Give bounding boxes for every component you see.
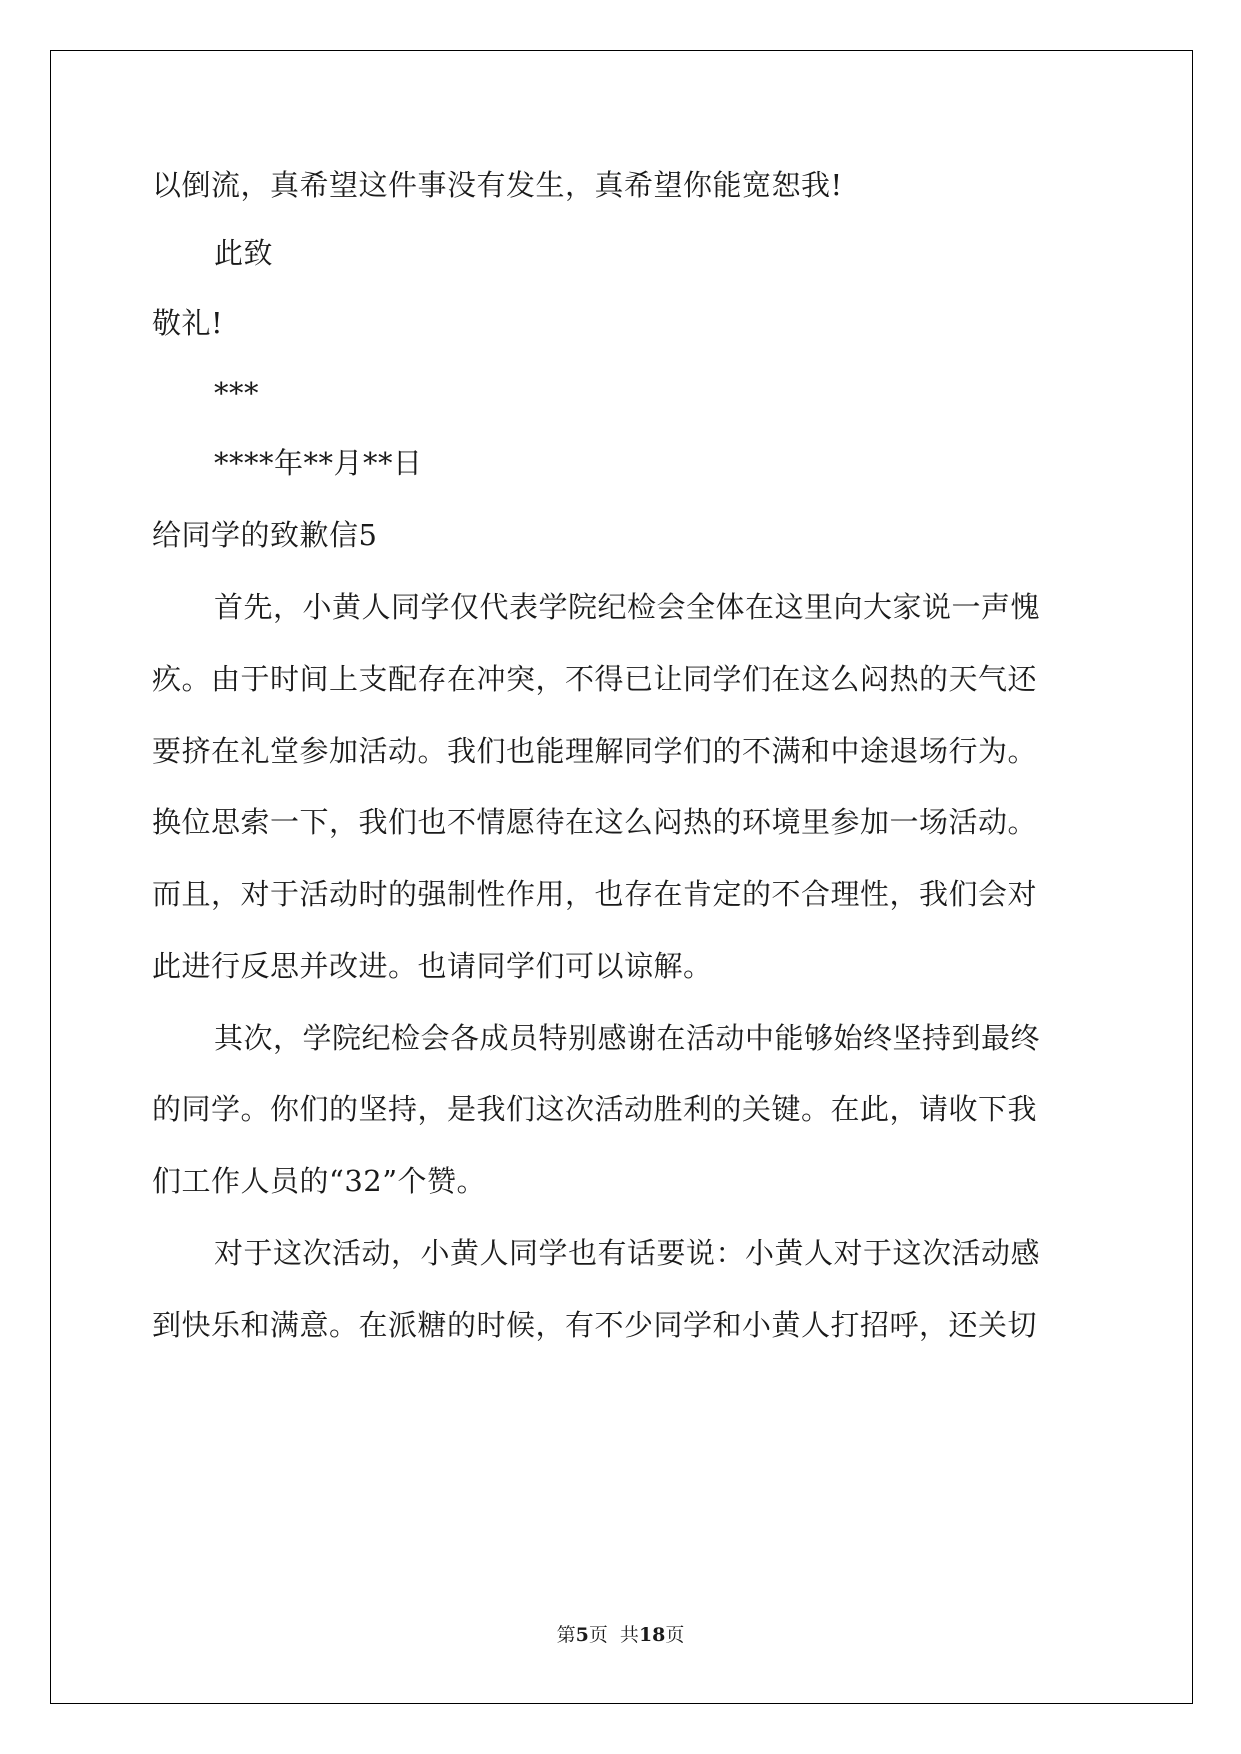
paragraph-line: 对于这次活动，小黄人同学也有话要说：小黄人对于这次活动感	[214, 1236, 1041, 1270]
closing-salutation: 此致	[214, 236, 274, 270]
footer-prefix: 第	[556, 1624, 576, 1646]
footer-total-pages: 18	[638, 1624, 666, 1646]
paragraph-line: 疚。由于时间上支配存在冲突，不得已让同学们在这么闷热的天气还	[152, 662, 1038, 696]
page-footer	[0, 1622, 1241, 1648]
paragraph-line: 的同学。你们的坚持，是我们这次活动胜利的关键。在此，请收下我	[152, 1092, 1038, 1126]
paragraph-line: 们工作人员的“32”个赞。	[152, 1164, 487, 1198]
footer-suffix: 页	[665, 1624, 685, 1646]
signature: ***	[214, 376, 259, 410]
text-line: 以倒流，真希望这件事没有发生，真希望你能宽恕我!	[152, 168, 843, 202]
section-title: 给同学的致歉信5	[152, 518, 378, 552]
paragraph-line: 到快乐和满意。在派糖的时候，有不少同学和小黄人打招呼，还关切	[152, 1308, 1038, 1342]
footer-mid: 页 共	[588, 1624, 639, 1646]
paragraph-line: 首先，小黄人同学仅代表学院纪检会全体在这里向大家说一声愧	[214, 590, 1041, 624]
date-line: ****年**月**日	[214, 446, 423, 480]
footer-page-number: 5	[575, 1624, 589, 1646]
paragraph-line: 换位思索一下，我们也不情愿待在这么闷热的环境里参加一场活动。	[152, 805, 1038, 839]
closing-respect: 敬礼!	[152, 306, 224, 340]
paragraph-line: 而且，对于活动时的强制性作用，也存在肯定的不合理性，我们会对	[152, 877, 1038, 911]
paragraph-line: 其次，学院纪检会各成员特别感谢在活动中能够始终坚持到最终	[214, 1021, 1041, 1055]
paragraph-line: 此进行反思并改进。也请同学们可以谅解。	[152, 949, 713, 983]
paragraph-line: 要挤在礼堂参加活动。我们也能理解同学们的不满和中途退场行为。	[152, 734, 1038, 768]
